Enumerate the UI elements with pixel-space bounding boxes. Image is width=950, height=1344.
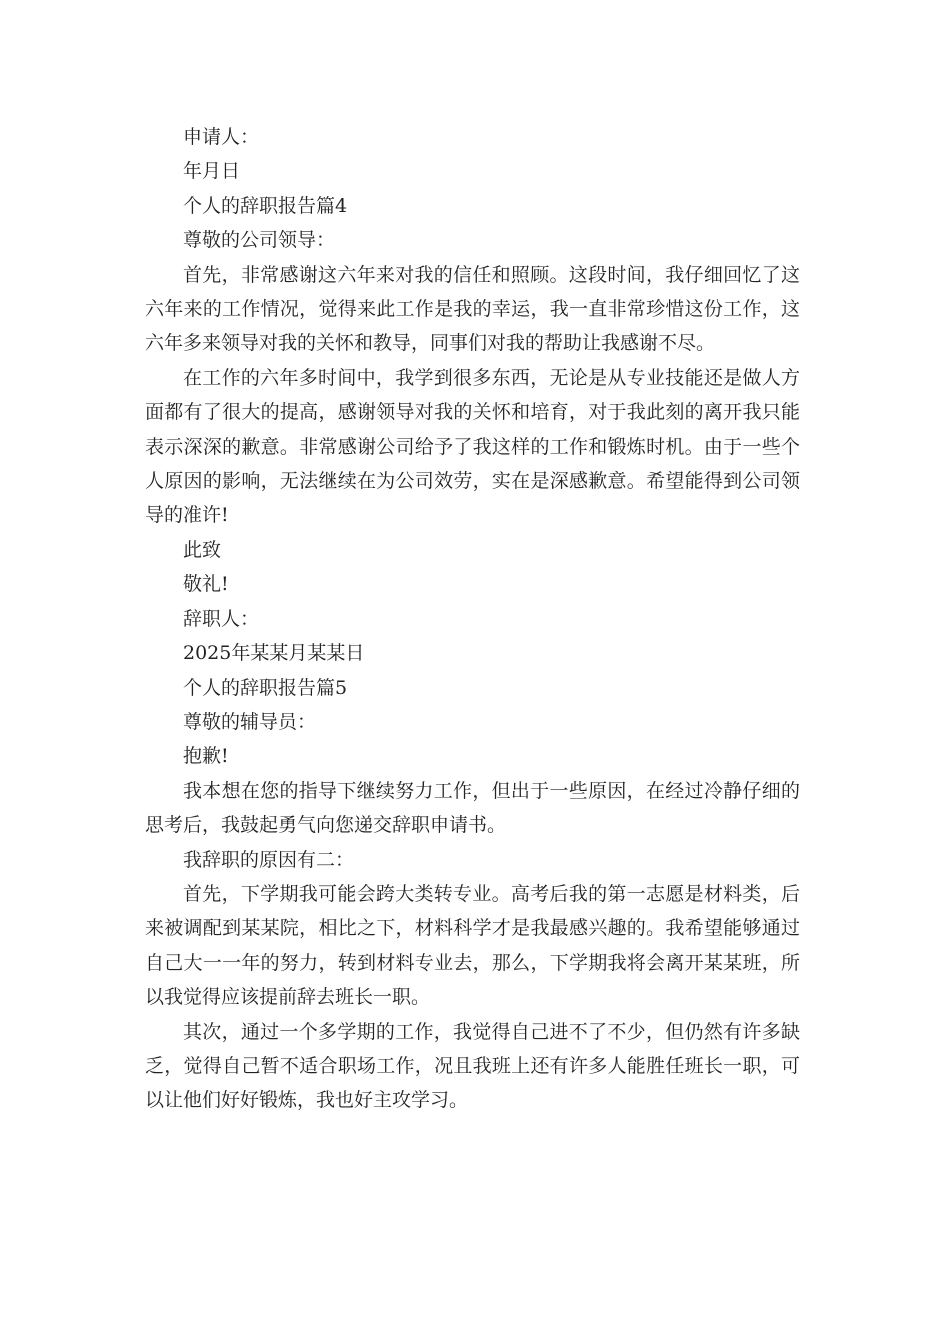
salutation-counselor: 尊敬的辅导员：	[183, 710, 317, 733]
date-line: 2025年某某月某某日	[183, 642, 365, 665]
apology-line: 抱歉!	[183, 745, 229, 768]
closing-jingli: 敬礼!	[183, 573, 229, 596]
document-body	[145, 120, 800, 1118]
body-paragraph: 我本想在您的指导下继续努力工作，但出于一些原因，在经过冷静仔细的思考后，我鼓起勇气向您递交辞职申请书。	[145, 779, 800, 837]
section-heading-4: 个人的辞职报告篇4	[183, 194, 348, 217]
closing-cizhi: 此致	[183, 538, 222, 561]
salutation-company: 尊敬的公司领导：	[183, 229, 336, 252]
body-paragraph: 首先，下学期我可能会跨大类转专业。高考后我的第一志愿是材料类，后来被调配到某某院，相比之下，材料科学才是我最感兴趣的。我希望能够通过自己大一一年的努力，转到材料专业去，那么，下学期我将会离开某某班，所以我觉得应该提前辞去班长一职。	[145, 882, 800, 1009]
date-line: 年月日	[183, 160, 241, 183]
body-paragraph: 在工作的六年多时间中，我学到很多东西，无论是从专业技能还是做人方面都有了很大的提高，感谢领导对我的关怀和培育，对于我此刻的离开我只能表示深深的歉意。非常感谢公司给予了我这样的工作和锻炼时机。由于一些个人原因的影响，无法继续在为公司效劳，实在是深感歉意。希望能得到公司领导的准许!	[145, 366, 800, 527]
reasons-intro: 我辞职的原因有二：	[183, 848, 355, 871]
applicant-label: 申请人：	[183, 126, 260, 148]
body-paragraph: 其次，通过一个多学期的工作，我觉得自己进不了不少，但仍然有许多缺乏，觉得自己暂不适合职场工作，况且我班上还有许多人能胜任班长一职，可以让他们好好锻炼，我也好主攻学习。	[145, 1020, 800, 1112]
body-paragraph: 首先，非常感谢这六年来对我的信任和照顾。这段时间，我仔细回忆了这六年来的工作情况，觉得来此工作是我的幸运，我一直非常珍惜这份工作，这六年多来领导对我的关怀和教导，同事们对我的帮助让我感谢不尽。	[145, 263, 800, 355]
resigner-label: 辞职人：	[183, 607, 260, 630]
section-heading-5: 个人的辞职报告篇5	[183, 676, 348, 699]
